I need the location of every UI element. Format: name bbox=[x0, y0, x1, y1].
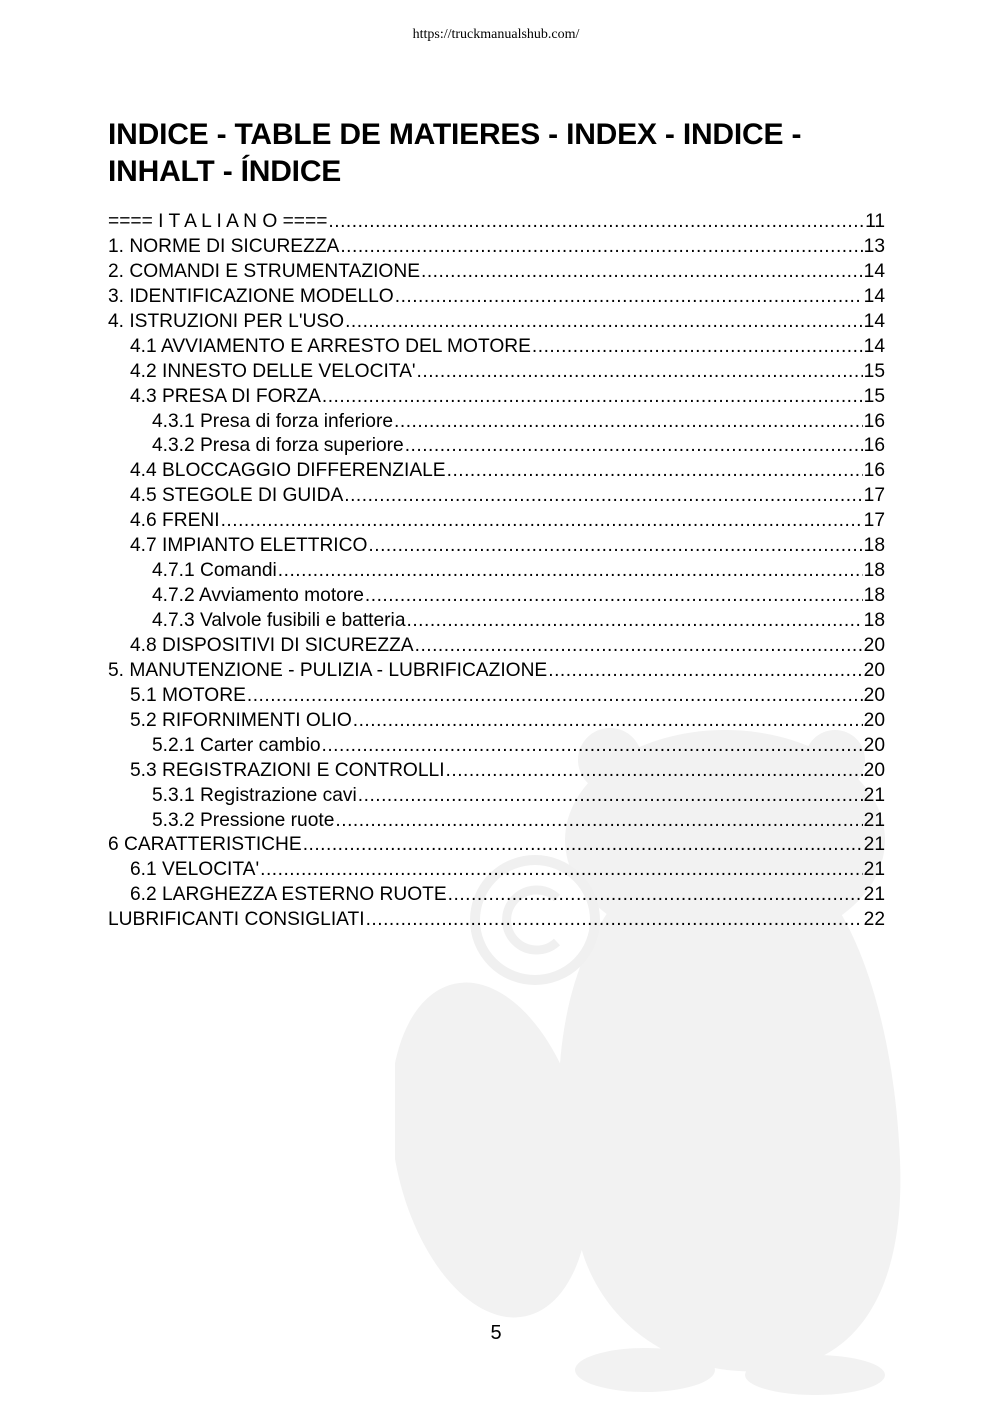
toc-entry[interactable] bbox=[108, 834, 885, 859]
toc-dot-leader bbox=[368, 535, 862, 557]
toc-entry-label: 6 CARATTERISTICHE bbox=[108, 834, 302, 856]
toc-entry-label: 5.3 REGISTRAZIONI E CONTROLLI bbox=[130, 759, 445, 781]
toc-entry-page: 20 bbox=[863, 759, 885, 781]
toc-dot-leader bbox=[278, 560, 863, 582]
toc-entry[interactable] bbox=[108, 735, 885, 760]
toc-entry-label: 4.2 INNESTO DELLE VELOCITA' bbox=[130, 360, 416, 382]
toc-entry-page: 20 bbox=[863, 734, 885, 756]
toc-entry-page: 15 bbox=[863, 360, 885, 382]
toc-entry-page: 11 bbox=[865, 211, 885, 232]
toc-dot-leader bbox=[322, 386, 863, 408]
toc-entry-page: 21 bbox=[863, 859, 885, 881]
toc-dot-leader bbox=[415, 635, 863, 657]
toc-entry[interactable] bbox=[108, 435, 885, 460]
toc-dot-leader bbox=[322, 735, 863, 757]
toc-entry-page: 18 bbox=[863, 610, 885, 631]
toc-entry-page: 22 bbox=[863, 909, 885, 931]
toc-entry-label: 6.1 VELOCITA' bbox=[130, 859, 260, 881]
toc-entry-label: 4.1 AVVIAMENTO E ARRESTO DEL MOTORE bbox=[130, 335, 531, 357]
toc-entry-label: 4. ISTRUZIONI PER L'USO bbox=[108, 310, 345, 332]
toc-entry-label: 4.6 FRENI bbox=[130, 510, 220, 532]
toc-entry[interactable] bbox=[108, 336, 885, 361]
toc-entry-label: 4.7.1 Comandi bbox=[152, 560, 277, 582]
toc-entry[interactable] bbox=[108, 785, 885, 810]
toc-entry-label: 5.1 MOTORE bbox=[130, 684, 246, 706]
toc-entry-page: 13 bbox=[863, 235, 885, 257]
toc-dot-leader bbox=[303, 834, 863, 856]
toc-entry-label: 4.7.2 Avviamento motore bbox=[152, 585, 364, 607]
page-number: 5 bbox=[490, 1322, 502, 1344]
toc-entry[interactable] bbox=[108, 236, 885, 261]
toc-dot-leader bbox=[260, 859, 863, 881]
toc-entry[interactable] bbox=[108, 535, 885, 560]
page-title: INDICE - TABLE DE MATIERES - INDEX - INDICE - INHALT - ÍNDICE bbox=[108, 118, 802, 188]
toc-dot-leader bbox=[365, 585, 863, 607]
toc-dot-leader bbox=[405, 435, 863, 457]
toc-entry-label: 4.3.2 Presa di forza superiore bbox=[152, 435, 404, 457]
toc-entry-page: 14 bbox=[863, 285, 885, 307]
toc-entry-page: 14 bbox=[863, 260, 885, 282]
toc-dot-leader bbox=[345, 311, 863, 333]
toc-dot-leader bbox=[548, 660, 862, 682]
toc-entry-page: 16 bbox=[863, 460, 885, 482]
toc-dot-leader bbox=[247, 685, 863, 707]
toc-dot-leader bbox=[532, 336, 863, 358]
toc-entry-label: 2. COMANDI E STRUMENTAZIONE bbox=[108, 260, 420, 282]
toc-entry[interactable] bbox=[108, 460, 885, 485]
toc-entry-label: 4.4 BLOCCAGGIO DIFFERENZIALE bbox=[130, 460, 446, 482]
toc-entry[interactable] bbox=[108, 660, 885, 685]
toc-entry-page: 21 bbox=[863, 884, 885, 906]
toc-entry[interactable] bbox=[108, 485, 885, 510]
toc-entry-page: 14 bbox=[863, 310, 885, 332]
toc-entry-label: 5.3.1 Registrazione cavi bbox=[152, 784, 357, 806]
toc-entry-page: 15 bbox=[863, 385, 885, 407]
toc-entry-label: 3. IDENTIFICAZIONE MODELLO bbox=[108, 285, 394, 307]
toc-entry[interactable] bbox=[108, 859, 885, 884]
toc-entry[interactable] bbox=[108, 560, 885, 585]
toc-entry-page: 20 bbox=[863, 709, 885, 731]
toc-entry[interactable] bbox=[108, 810, 885, 835]
toc-dot-leader bbox=[358, 785, 863, 807]
toc-entry-page: 20 bbox=[863, 684, 885, 706]
toc-dot-leader bbox=[448, 884, 863, 906]
toc-dot-leader bbox=[395, 286, 863, 308]
toc-entry-page: 21 bbox=[863, 784, 885, 806]
toc-entry-label: 4.8 DISPOSITIVI DI SICUREZZA bbox=[130, 634, 414, 656]
toc-entry-label: 4.7 IMPIANTO ELETTRICO bbox=[130, 535, 368, 557]
toc-entry[interactable] bbox=[108, 211, 885, 236]
toc-entry-page: 20 bbox=[863, 659, 885, 681]
toc-entry-label: 4.3 PRESA DI FORZA bbox=[130, 385, 321, 407]
toc-entry[interactable] bbox=[108, 510, 885, 535]
toc-entry[interactable] bbox=[108, 361, 885, 386]
toc-entry-page: 16 bbox=[863, 410, 885, 432]
toc-entry-page: 21 bbox=[863, 834, 885, 856]
toc-entry-page: 21 bbox=[863, 809, 885, 831]
toc-entry-label: ==== I T A L I A N O ==== bbox=[108, 211, 328, 232]
toc-entry[interactable] bbox=[108, 909, 885, 934]
toc-entry[interactable] bbox=[108, 610, 885, 635]
table-of-contents bbox=[108, 211, 885, 934]
toc-entry-page: 17 bbox=[863, 510, 885, 532]
toc-dot-leader bbox=[344, 485, 862, 507]
toc-entry-label: 5.3.2 Pressione ruote bbox=[152, 809, 335, 831]
toc-entry-label: 4.3.1 Presa di forza inferiore bbox=[152, 410, 394, 432]
toc-dot-leader bbox=[335, 810, 862, 832]
toc-entry[interactable] bbox=[108, 685, 885, 710]
toc-entry-label: 6.2 LARGHEZZA ESTERNO RUOTE bbox=[130, 884, 447, 906]
toc-entry[interactable] bbox=[108, 585, 885, 610]
toc-entry-label: 5.2.1 Carter cambio bbox=[152, 734, 321, 756]
toc-entry-label: 4.5 STEGOLE DI GUIDA bbox=[130, 485, 344, 507]
source-url[interactable]: https://truckmanualshub.com/ bbox=[412, 27, 580, 42]
toc-dot-leader bbox=[447, 460, 863, 482]
toc-entry[interactable] bbox=[108, 884, 885, 909]
toc-entry[interactable] bbox=[108, 311, 885, 336]
toc-dot-leader bbox=[366, 909, 863, 931]
toc-entry-label: 4.7.3 Valvole fusibili e batteria bbox=[152, 610, 406, 631]
toc-dot-leader bbox=[446, 760, 863, 782]
toc-dot-leader bbox=[328, 211, 864, 233]
toc-entry-page: 14 bbox=[863, 335, 885, 357]
toc-entry-label: LUBRIFICANTI CONSIGLIATI bbox=[108, 909, 365, 931]
toc-entry-page: 17 bbox=[863, 485, 885, 507]
toc-entry-page: 20 bbox=[863, 634, 885, 656]
toc-dot-leader bbox=[407, 610, 863, 632]
toc-dot-leader bbox=[340, 236, 862, 258]
toc-dot-leader bbox=[394, 411, 863, 433]
toc-entry[interactable] bbox=[108, 286, 885, 311]
toc-entry[interactable] bbox=[108, 261, 885, 286]
toc-entry[interactable] bbox=[108, 386, 885, 411]
toc-entry-page: 18 bbox=[863, 535, 885, 557]
toc-dot-leader bbox=[353, 710, 863, 732]
toc-dot-leader bbox=[221, 510, 863, 532]
toc-entry-label: 1. NORME DI SICUREZZA bbox=[108, 235, 340, 257]
toc-entry[interactable] bbox=[108, 635, 885, 660]
toc-entry-page: 18 bbox=[863, 560, 885, 582]
toc-dot-leader bbox=[421, 261, 863, 283]
toc-entry[interactable] bbox=[108, 710, 885, 735]
toc-entry-page: 16 bbox=[863, 435, 885, 457]
toc-entry[interactable] bbox=[108, 760, 885, 785]
toc-entry-label: 5. MANUTENZIONE - PULIZIA - LUBRIFICAZIONE bbox=[108, 659, 548, 681]
toc-dot-leader bbox=[417, 361, 863, 383]
toc-entry-label: 5.2 RIFORNIMENTI OLIO bbox=[130, 709, 352, 731]
toc-entry-page: 18 bbox=[863, 585, 885, 607]
toc-entry[interactable] bbox=[108, 411, 885, 436]
